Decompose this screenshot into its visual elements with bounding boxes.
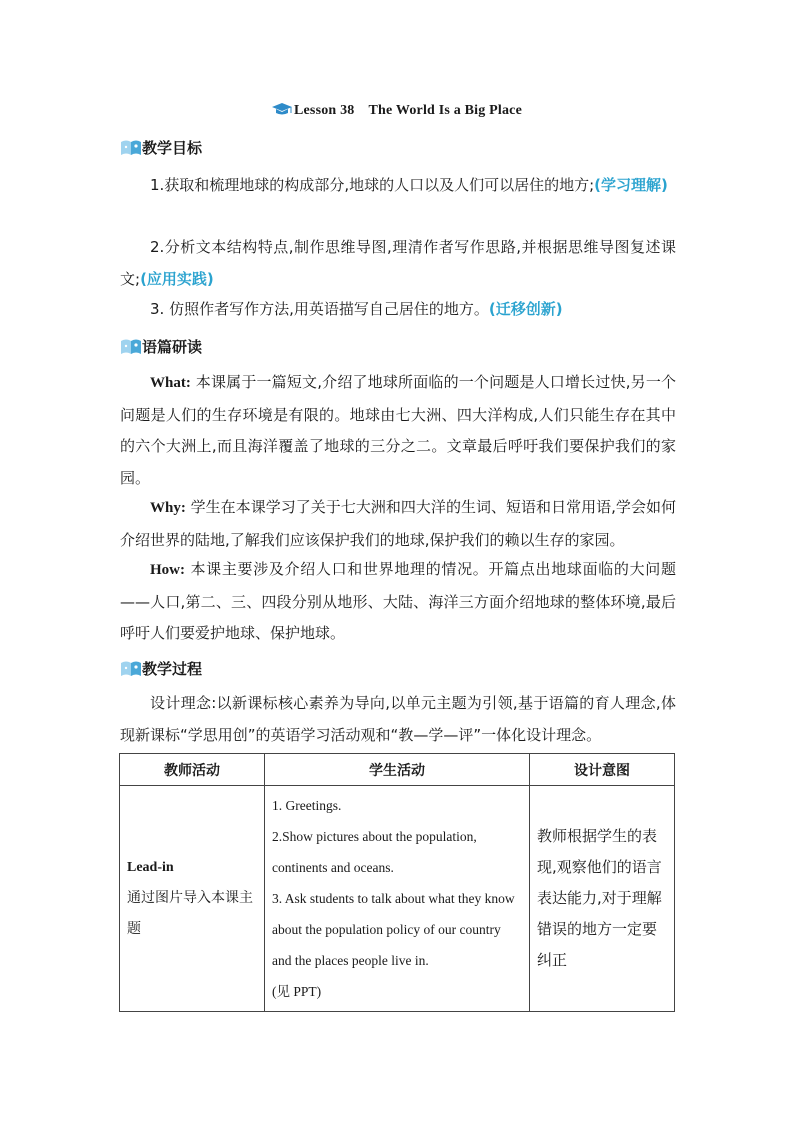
analysis-what: What: 本课属于一篇短文,介绍了地球所面临的一个问题是人口增长过快,另一个问题是人们的生存环境是有限的。地球由七大洲、四大洋构成,人们只能生存在其中的六个大洲上,而且海洋覆盖了地球的三分之二。文章最后呼吁我们要保护我们的家园。 — [120, 373, 676, 487]
student-step: 1. Greetings. — [272, 798, 342, 813]
section-heading-process — [120, 658, 202, 680]
student-step: 2.Show pictures about the population, continents and oceans. — [272, 829, 477, 875]
student-step: 3. Ask students to talk about what they know about the population policy of our country and the places people live in. — [272, 891, 515, 968]
section-title: 语篇研读 — [142, 338, 203, 356]
design-intent-cell: 教师根据学生的表现,观察他们的语言表达能力,对于理解错误的地方一定要纠正 — [530, 786, 675, 1012]
page-title — [0, 102, 794, 119]
analysis-why: Why: 学生在本课学习了关于七大洲和四大洋的生词、短语和日常用语,学会如何介绍世界的陆地,了解我们应该保护我们的地球,保护我们的赖以生存的家园。 — [120, 498, 676, 549]
graduation-cap-icon — [272, 102, 292, 116]
design-concept: 设计理念:以新课标核心素养为导向,以单元主题为引领,基于语篇的育人理念,体现新课标“学思用创”的英语学习活动观和“教—学—评”一体化设计理念。 — [120, 694, 676, 744]
goal-item-2: 2.分析文本结构特点,制作思维导图,理清作者写作思路,并根据思维导图复述课文;(应用实践) — [120, 238, 676, 288]
lesson-number: Lesson 38 — [293, 103, 355, 118]
table-header-row — [120, 754, 675, 786]
stage-description: 通过图片导入本课主题 — [127, 890, 253, 937]
goal-item-3: 3. 仿照作者写作方法,用英语描写自己居住的地方。(迁移创新) — [150, 300, 563, 318]
goal-tag: (迁移创新) — [488, 300, 563, 318]
teacher-activity-cell — [120, 786, 265, 1012]
teaching-process-table — [119, 753, 675, 1012]
header-student-activity: 学生活动 — [265, 754, 530, 786]
section-title: 教学过程 — [142, 660, 203, 678]
book-icon — [120, 659, 142, 677]
analysis-how: How: 本课主要涉及介绍人口和世界地理的情况。开篇点出地球面临的大问题——人口,第二、三、四段分别从地形、大陆、海洋三方面介绍地球的整体环境,最后呼吁人们要爱护地球、保护地球。 — [120, 560, 676, 642]
book-icon — [120, 138, 142, 156]
book-icon — [120, 337, 142, 355]
goal-tag: (应用实践) — [140, 269, 214, 288]
analysis-label: What: — [150, 375, 191, 391]
student-step: (见 PPT) — [272, 984, 322, 999]
goal-tag: (学习理解) — [594, 176, 668, 194]
section-heading-analysis — [120, 336, 202, 358]
section-heading-goals — [120, 137, 202, 159]
section-title: 教学目标 — [142, 139, 203, 157]
analysis-label: Why: — [150, 500, 186, 516]
goal-item-1: 1.获取和梳理地球的构成部分,地球的人口以及人们可以居住的地方;(学习理解) — [150, 176, 668, 194]
student-activity-cell — [265, 786, 530, 1012]
header-design-intent: 设计意图 — [530, 754, 675, 786]
lesson-topic: The World Is a Big Place — [368, 103, 523, 118]
analysis-label: How: — [150, 562, 185, 578]
stage-label: Lead-in — [127, 860, 174, 875]
header-teacher-activity: 教师活动 — [120, 754, 265, 786]
table-row — [120, 786, 675, 1012]
